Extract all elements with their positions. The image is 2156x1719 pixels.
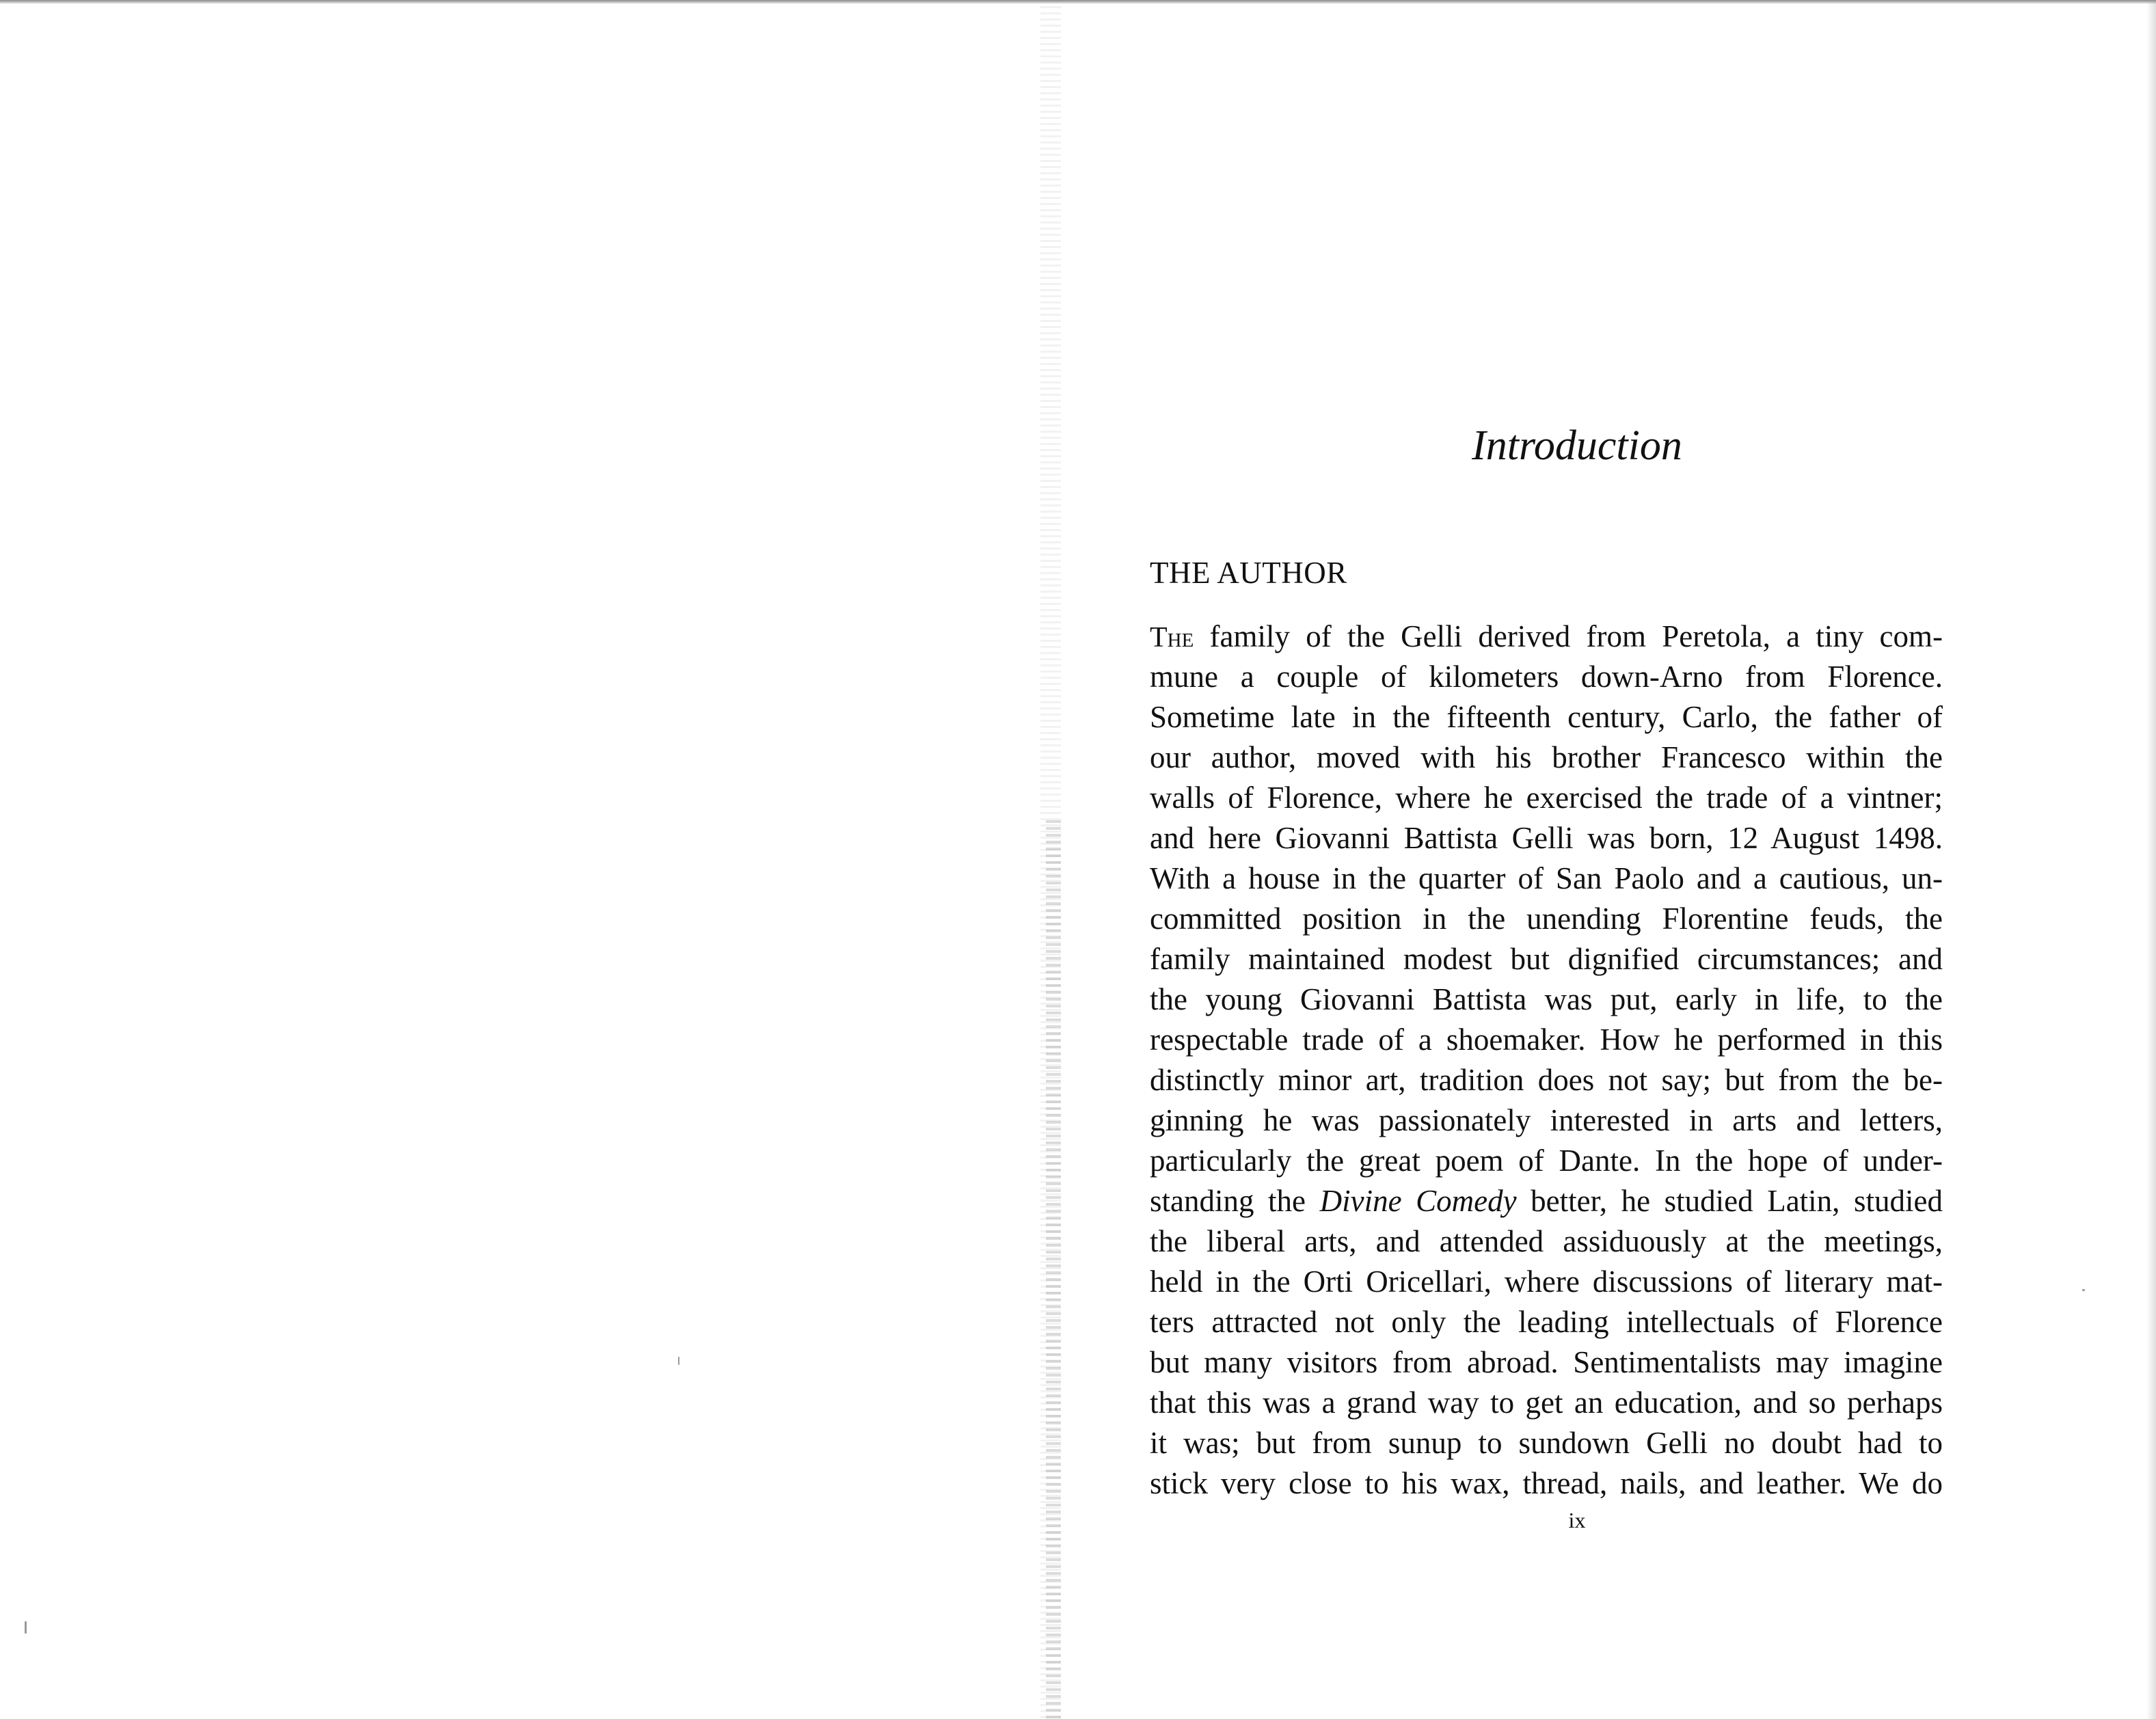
text-line (1150, 1463, 1943, 1504)
text-line-content: particularly the great poem of Dante. In the hope of under- (1150, 1143, 1943, 1178)
page-heading: Introduction (1472, 422, 1682, 469)
text-line (1150, 1262, 1943, 1302)
text-line-content: our author, moved with his brother Francesco within the (1150, 740, 1943, 774)
text-line (1150, 1221, 1943, 1262)
text-line (1150, 1060, 1943, 1100)
text-line-content: held in the Orti Oricellari, where discussions of literary mat- (1150, 1264, 1943, 1299)
right-scan-edge (2146, 0, 2156, 1719)
text-line (1150, 778, 1943, 818)
text-line (1150, 1383, 1943, 1423)
text-line (1150, 1020, 1943, 1060)
text-line (1150, 939, 1943, 979)
text-line-content: family of the Gelli derived from Peretola, a tiny com- (1194, 619, 1943, 653)
text-line-content: stick very close to his wax, thread, nails, and leather. We do (1150, 1466, 1943, 1500)
text-line-content: With a house in the quarter of San Paolo and a cautious, un- (1150, 861, 1943, 895)
text-line-content: the liberal arts, and attended assiduously at the meetings, (1150, 1224, 1943, 1258)
text-line-content: better, he studied Latin, studied (1516, 1184, 1943, 1218)
text-line-content: family maintained modest but dignified circumstances; and (1150, 942, 1943, 976)
page-number: ix (1568, 1508, 1586, 1532)
text-line (1150, 1141, 1943, 1181)
text-line-content: distinctly minor art, tradition does not say; but from the be- (1150, 1063, 1943, 1097)
text-line-content: ginning he was passionately interested in arts and letters, (1150, 1103, 1943, 1137)
text-line-content: mune a couple of kilometers down-Arno from Florence. (1150, 660, 1943, 694)
text-line-content: walls of Florence, where he exercised the trade of a vintner; (1150, 781, 1943, 815)
scan-speck (2082, 1289, 2085, 1291)
text-line-content: and here Giovanni Battista Gelli was born, 12 August 1498. (1150, 821, 1943, 855)
text-line (1150, 858, 1943, 899)
text-line (1150, 899, 1943, 939)
text-line-content: Sometime late in the fifteenth century, Carlo, the father of (1150, 700, 1943, 734)
text-line (1150, 1423, 1943, 1463)
scan-speck (678, 1357, 679, 1365)
text-line (1150, 657, 1943, 697)
text-line-content: but many visitors from abroad. Sentimentalists may imagine (1150, 1345, 1943, 1379)
text-line-content: committed position in the unending Florentine feuds, the (1150, 902, 1943, 936)
text-line (1150, 1342, 1943, 1383)
body-paragraph (1150, 617, 1943, 1504)
book-title-italic: Divine Comedy (1319, 1184, 1517, 1218)
scan-speck (25, 1621, 27, 1634)
text-line (1150, 737, 1943, 778)
drop-word: The (1150, 622, 1194, 653)
text-line (1150, 617, 1943, 657)
section-title: THE AUTHOR (1150, 556, 1347, 590)
text-line-content: standing the (1150, 1184, 1320, 1218)
text-line (1150, 1181, 1943, 1221)
text-line (1150, 1302, 1943, 1342)
text-line-content: that this was a grand way to get an education, and so perhaps (1150, 1385, 1943, 1420)
text-line-content: it was; but from sunup to sundown Gelli no doubt had to (1150, 1426, 1943, 1460)
text-line (1150, 697, 1943, 737)
right-page (1150, 0, 1943, 1719)
text-line-content: the young Giovanni Battista was put, early in life, to the (1150, 982, 1943, 1016)
text-line (1150, 818, 1943, 858)
text-line (1150, 1100, 1943, 1141)
text-line (1150, 979, 1943, 1020)
text-line-content: respectable trade of a shoemaker. How he performed in this (1150, 1023, 1943, 1057)
book-gutter-shadow (1046, 820, 1061, 1719)
text-line-content: ters attracted not only the leading intellectuals of Florence (1150, 1305, 1943, 1339)
